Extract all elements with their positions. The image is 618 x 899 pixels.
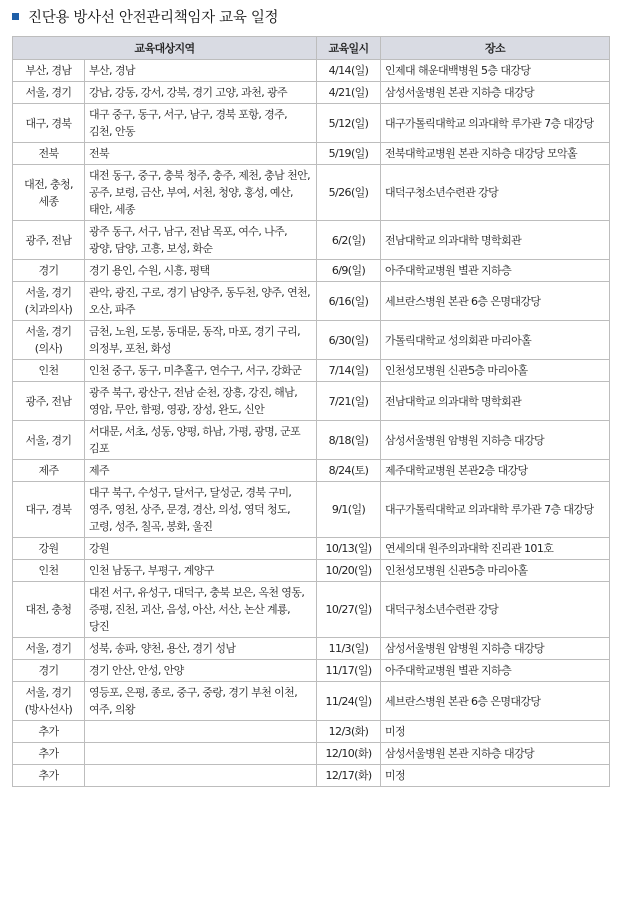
cell-areas: 인천 남동구, 부평구, 계양구 [85, 560, 317, 582]
table-row [13, 743, 610, 765]
cell-region: 인천 [13, 360, 85, 382]
cell-areas [85, 721, 317, 743]
table-row [13, 143, 610, 165]
cell-date: 9/1(일) [317, 482, 381, 538]
table-row [13, 582, 610, 638]
cell-place: 인천성모병원 신관5층 마리아홀 [381, 360, 610, 382]
cell-region: 경기 [13, 660, 85, 682]
table-row [13, 682, 610, 721]
cell-region: 서울, 경기 [13, 421, 85, 460]
cell-date: 5/26(일) [317, 165, 381, 221]
cell-region: 서울, 경기 (의사) [13, 321, 85, 360]
cell-date: 11/17(일) [317, 660, 381, 682]
cell-date: 12/17(화) [317, 765, 381, 787]
cell-region: 서울, 경기 [13, 638, 85, 660]
cell-region: 서울, 경기 [13, 82, 85, 104]
schedule-table [12, 36, 610, 787]
cell-place: 세브란스병원 본관 6층 은명대강당 [381, 682, 610, 721]
table-row [13, 482, 610, 538]
table-row [13, 382, 610, 421]
table-row [13, 721, 610, 743]
cell-place: 대덕구청소년수련관 강당 [381, 165, 610, 221]
cell-place: 인제대 해운대백병원 5층 대강당 [381, 60, 610, 82]
cell-areas: 영등포, 은평, 종로, 중구, 중랑, 경기 부천 이천, 여주, 의왕 [85, 682, 317, 721]
cell-region: 제주 [13, 460, 85, 482]
cell-place: 아주대학교병원 별관 지하층 [381, 660, 610, 682]
cell-region: 광주, 전남 [13, 221, 85, 260]
cell-place: 대구가톨릭대학교 의과대학 루가관 7층 대강당 [381, 104, 610, 143]
cell-place: 전북대학교병원 본관 지하층 대강당 모악홀 [381, 143, 610, 165]
cell-areas: 성북, 송파, 양천, 용산, 경기 성남 [85, 638, 317, 660]
cell-region: 서울, 경기 (방사선사) [13, 682, 85, 721]
cell-areas: 광주 북구, 광산구, 전남 순천, 장흥, 강진, 해남, 영암, 무안, 함평, 영광, 장성, 완도, 신안 [85, 382, 317, 421]
cell-region: 서울, 경기 (치과의사) [13, 282, 85, 321]
cell-date: 11/3(일) [317, 638, 381, 660]
cell-areas: 제주 [85, 460, 317, 482]
cell-region: 추가 [13, 743, 85, 765]
table-row [13, 260, 610, 282]
cell-place: 삼성서울병원 암병원 지하층 대강당 [381, 638, 610, 660]
cell-region: 부산, 경남 [13, 60, 85, 82]
table-row [13, 660, 610, 682]
cell-place: 전남대학교 의과대학 명학회관 [381, 382, 610, 421]
cell-place: 아주대학교병원 별관 지하층 [381, 260, 610, 282]
cell-place: 연세의대 원주의과대학 진리관 101호 [381, 538, 610, 560]
cell-date: 10/27(일) [317, 582, 381, 638]
cell-areas: 대전 서구, 유성구, 대덕구, 충북 보은, 옥천 영동, 증평, 진천, 괴산, 음성, 아산, 서산, 논산 계룡, 당진 [85, 582, 317, 638]
cell-region: 추가 [13, 765, 85, 787]
cell-date: 5/12(일) [317, 104, 381, 143]
cell-areas: 금천, 노원, 도봉, 동대문, 동작, 마포, 경기 구리, 의정부, 포천, 화성 [85, 321, 317, 360]
table-row [13, 82, 610, 104]
table-body [13, 60, 610, 787]
table-row [13, 221, 610, 260]
cell-date: 6/2(일) [317, 221, 381, 260]
header-date: 교육일시 [317, 37, 381, 60]
cell-region: 전북 [13, 143, 85, 165]
table-header-row [13, 37, 610, 60]
table-row [13, 165, 610, 221]
table-row [13, 765, 610, 787]
cell-place: 전남대학교 의과대학 명학회관 [381, 221, 610, 260]
cell-areas: 강남, 강동, 강서, 강북, 경기 고양, 과천, 광주 [85, 82, 317, 104]
title-row [12, 4, 278, 28]
table-row [13, 104, 610, 143]
cell-place: 미정 [381, 765, 610, 787]
cell-date: 11/24(일) [317, 682, 381, 721]
cell-areas: 관악, 광진, 구로, 경기 남양주, 동두천, 양주, 연천, 오산, 파주 [85, 282, 317, 321]
header-place: 장소 [381, 37, 610, 60]
cell-date: 6/16(일) [317, 282, 381, 321]
cell-date: 7/14(일) [317, 360, 381, 382]
cell-region: 강원 [13, 538, 85, 560]
cell-areas: 부산, 경남 [85, 60, 317, 82]
cell-areas: 대구 중구, 동구, 서구, 남구, 경북 포항, 경주, 김천, 안동 [85, 104, 317, 143]
table-row [13, 321, 610, 360]
table-row [13, 538, 610, 560]
header-region: 교육대상지역 [13, 37, 317, 60]
table-row [13, 560, 610, 582]
cell-date: 8/18(일) [317, 421, 381, 460]
cell-date: 6/9(일) [317, 260, 381, 282]
cell-date: 10/13(일) [317, 538, 381, 560]
cell-place: 세브란스병원 본관 6층 은명대강당 [381, 282, 610, 321]
cell-date: 12/3(화) [317, 721, 381, 743]
table-row [13, 282, 610, 321]
table-row [13, 460, 610, 482]
cell-areas: 서대문, 서초, 성동, 양평, 하남, 가평, 광명, 군포 김포 [85, 421, 317, 460]
cell-areas: 인천 중구, 동구, 미추홀구, 연수구, 서구, 강화군 [85, 360, 317, 382]
cell-place: 대덕구청소년수련관 강당 [381, 582, 610, 638]
cell-areas: 대구 북구, 수성구, 달서구, 달성군, 경북 구미, 영주, 영천, 상주, 문경, 경산, 의성, 영덕 청도, 고령, 성주, 칠곡, 봉화, 울진 [85, 482, 317, 538]
cell-areas [85, 743, 317, 765]
table-row [13, 638, 610, 660]
cell-region: 인천 [13, 560, 85, 582]
cell-date: 4/14(일) [317, 60, 381, 82]
cell-region: 광주, 전남 [13, 382, 85, 421]
cell-region: 대구, 경북 [13, 482, 85, 538]
cell-date: 7/21(일) [317, 382, 381, 421]
cell-areas: 대전 동구, 중구, 충북 청주, 충주, 제천, 충남 천안, 공주, 보령, 금산, 부여, 서천, 청양, 홍성, 예산, 태안, 세종 [85, 165, 317, 221]
cell-areas: 경기 용인, 수원, 시흥, 평택 [85, 260, 317, 282]
cell-date: 12/10(화) [317, 743, 381, 765]
cell-areas [85, 765, 317, 787]
cell-date: 4/21(일) [317, 82, 381, 104]
table-row [13, 360, 610, 382]
cell-place: 제주대학교병원 본관2층 대강당 [381, 460, 610, 482]
cell-region: 대전, 충청, 세종 [13, 165, 85, 221]
square-bullet-icon [12, 13, 19, 20]
cell-areas: 경기 안산, 안성, 안양 [85, 660, 317, 682]
cell-region: 추가 [13, 721, 85, 743]
cell-areas: 광주 동구, 서구, 남구, 전남 목포, 여수, 나주, 광양, 담양, 고흥, 보성, 화순 [85, 221, 317, 260]
cell-date: 8/24(토) [317, 460, 381, 482]
table-row [13, 421, 610, 460]
cell-place: 삼성서울병원 암병원 지하층 대강당 [381, 421, 610, 460]
cell-date: 6/30(일) [317, 321, 381, 360]
cell-place: 삼성서울병원 본관 지하층 대강당 [381, 743, 610, 765]
cell-place: 대구가톨릭대학교 의과대학 루가관 7층 대강당 [381, 482, 610, 538]
page-title: 진단용 방사선 안전관리책임자 교육 일정 [28, 9, 279, 26]
cell-region: 대전, 충청 [13, 582, 85, 638]
cell-place: 가톨릭대학교 성의회관 마리아홀 [381, 321, 610, 360]
table-row [13, 60, 610, 82]
cell-place: 인천성모병원 신관5층 마리아홀 [381, 560, 610, 582]
cell-date: 10/20(일) [317, 560, 381, 582]
cell-areas: 전북 [85, 143, 317, 165]
cell-region: 경기 [13, 260, 85, 282]
cell-place: 미정 [381, 721, 610, 743]
cell-place: 삼성서울병원 본관 지하층 대강당 [381, 82, 610, 104]
cell-date: 5/19(일) [317, 143, 381, 165]
cell-areas: 강원 [85, 538, 317, 560]
cell-region: 대구, 경북 [13, 104, 85, 143]
